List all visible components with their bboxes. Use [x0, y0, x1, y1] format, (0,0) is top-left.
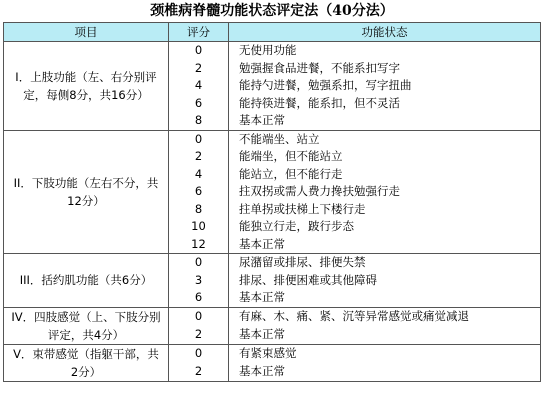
- status-cell: 有紧束感觉: [229, 344, 541, 363]
- table-row: [4, 307, 541, 326]
- score-cell: 2: [169, 326, 229, 345]
- item-cell: II．下肢功能（左右不分，共12分）: [4, 130, 169, 254]
- status-cell: 不能端坐、站立: [229, 130, 541, 148]
- score-cell: 0: [169, 42, 229, 60]
- table-row: [4, 42, 541, 60]
- status-cell: 基本正常: [229, 112, 541, 130]
- score-cell: 6: [169, 289, 229, 307]
- status-cell: 能独立行走，跛行步态: [229, 218, 541, 236]
- status-cell: 基本正常: [229, 363, 541, 382]
- table-row: [4, 130, 541, 148]
- item-cell: III．括约肌功能（共6分）: [4, 254, 169, 308]
- status-cell: 拄单拐或扶梯上下楼行走: [229, 201, 541, 219]
- status-cell: 尿潴留或排尿、排便失禁: [229, 254, 541, 272]
- assessment-table: [3, 22, 541, 382]
- status-cell: 排尿、排便困难或其他障碍: [229, 272, 541, 290]
- status-cell: 基本正常: [229, 236, 541, 254]
- status-cell: 基本正常: [229, 326, 541, 345]
- score-cell: 0: [169, 130, 229, 148]
- status-cell: 能持筷进餐，能系扣，但不灵活: [229, 95, 541, 113]
- item-cell: V．束带感觉（指躯干部，共2分）: [4, 344, 169, 381]
- status-cell: 无使用功能: [229, 42, 541, 60]
- status-cell: 能端坐，但不能站立: [229, 148, 541, 166]
- score-cell: 0: [169, 254, 229, 272]
- item-cell: IV．四肢感觉（上、下肢分别评定，共4分）: [4, 307, 169, 344]
- page-title: 颈椎病脊髓功能状态评定法（40分法）: [150, 3, 394, 19]
- score-cell: 4: [169, 77, 229, 95]
- status-cell: 勉强握食品进餐，不能系扣写字: [229, 60, 541, 78]
- score-cell: 2: [169, 148, 229, 166]
- table-header-row: [4, 23, 541, 42]
- header-status: 功能状态: [229, 23, 541, 42]
- header-score: 评分: [169, 23, 229, 42]
- score-cell: 6: [169, 183, 229, 201]
- score-cell: 6: [169, 95, 229, 113]
- table-row: [4, 344, 541, 363]
- score-cell: 3: [169, 272, 229, 290]
- score-cell: 8: [169, 112, 229, 130]
- table-body: [4, 42, 541, 382]
- score-cell: 10: [169, 218, 229, 236]
- item-cell: I．上肢功能（左、右分别评定，每侧8分，共16分）: [4, 42, 169, 131]
- score-cell: 8: [169, 201, 229, 219]
- score-cell: 2: [169, 363, 229, 382]
- score-cell: 0: [169, 307, 229, 326]
- score-cell: 12: [169, 236, 229, 254]
- score-cell: 0: [169, 344, 229, 363]
- status-cell: 能站立，但不能行走: [229, 166, 541, 184]
- status-cell: 有麻、木、痛、紧、沉等异常感觉或痛觉减退: [229, 307, 541, 326]
- status-cell: 基本正常: [229, 289, 541, 307]
- score-cell: 2: [169, 60, 229, 78]
- status-cell: 拄双拐或需人费力搀扶勉强行走: [229, 183, 541, 201]
- table-row: [4, 254, 541, 272]
- status-cell: 能持勺进餐，勉强系扣，写字扭曲: [229, 77, 541, 95]
- header-item: 项目: [4, 23, 169, 42]
- score-cell: 4: [169, 166, 229, 184]
